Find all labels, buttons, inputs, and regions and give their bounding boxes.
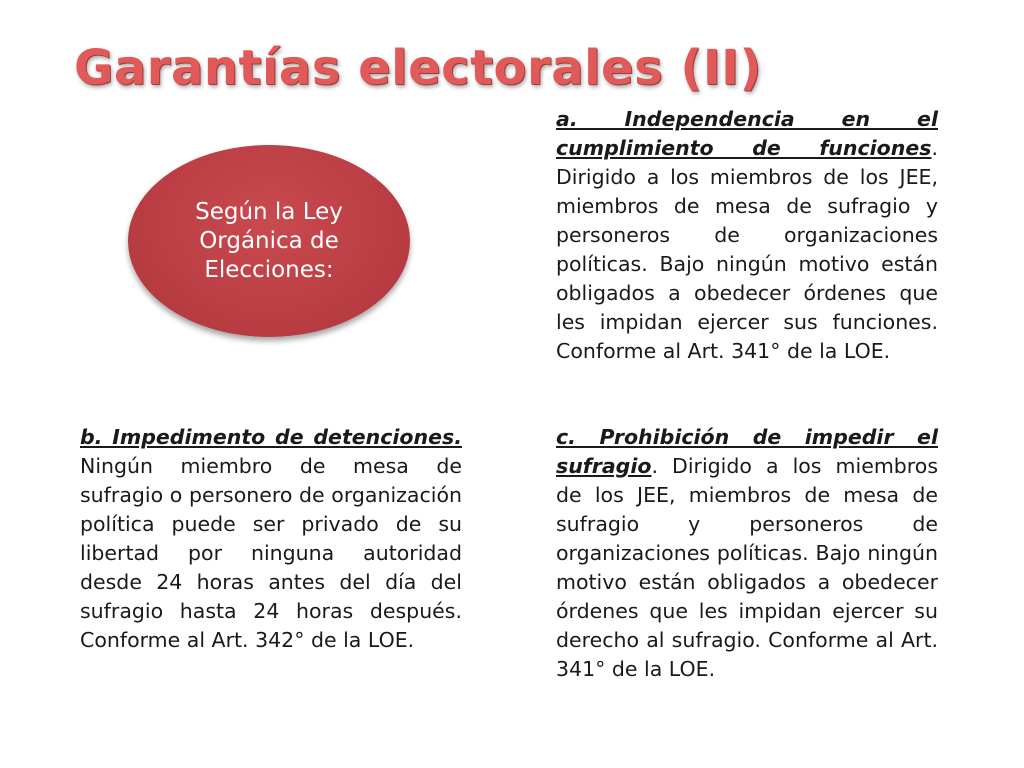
paragraph-c xyxy=(556,423,938,684)
paragraph-c-heading-suffix: . xyxy=(651,454,658,478)
paragraph-a xyxy=(556,105,938,366)
paragraph-a-body: Dirigido a los miembros de los JEE, miembros de mesa de sufragio y personeros de organizaciones políticas. Bajo ningún motivo están obligados a obedecer órdenes que les impidan ejercer sus funciones. Conforme al Art. 341° de la LOE. xyxy=(556,165,938,363)
paragraph-b xyxy=(80,423,462,655)
paragraph-b-heading: b. Impedimento de detenciones. xyxy=(80,425,462,449)
ley-organica-ellipse xyxy=(128,145,410,337)
paragraph-c-heading: c. Prohibición de impedir el sufragio xyxy=(556,425,938,478)
slide-title: Garantías electorales (II) xyxy=(74,40,762,96)
paragraph-a-heading-suffix: . xyxy=(931,136,938,160)
ellipse-label: Según la Ley Orgánica de Elecciones: xyxy=(195,198,343,283)
paragraph-c-body: Dirigido a los miembros de los JEE, miembros de mesa de sufragio y personeros de organizaciones políticas. Bajo ningún motivo están obligados a obedecer órdenes que les impidan ejercer su derecho al sufragio. Conforme al Art. 341° de la LOE. xyxy=(556,454,938,681)
paragraph-a-heading: a. Independencia en el cumplimiento de funciones xyxy=(556,107,938,160)
paragraph-b-body: Ningún miembro de mesa de sufragio o personero de organización política puede ser privado de su libertad por ninguna autoridad desde 24 horas antes del día del sufragio hasta 24 horas después. Conforme al Art. 342° de la LOE. xyxy=(80,454,462,652)
